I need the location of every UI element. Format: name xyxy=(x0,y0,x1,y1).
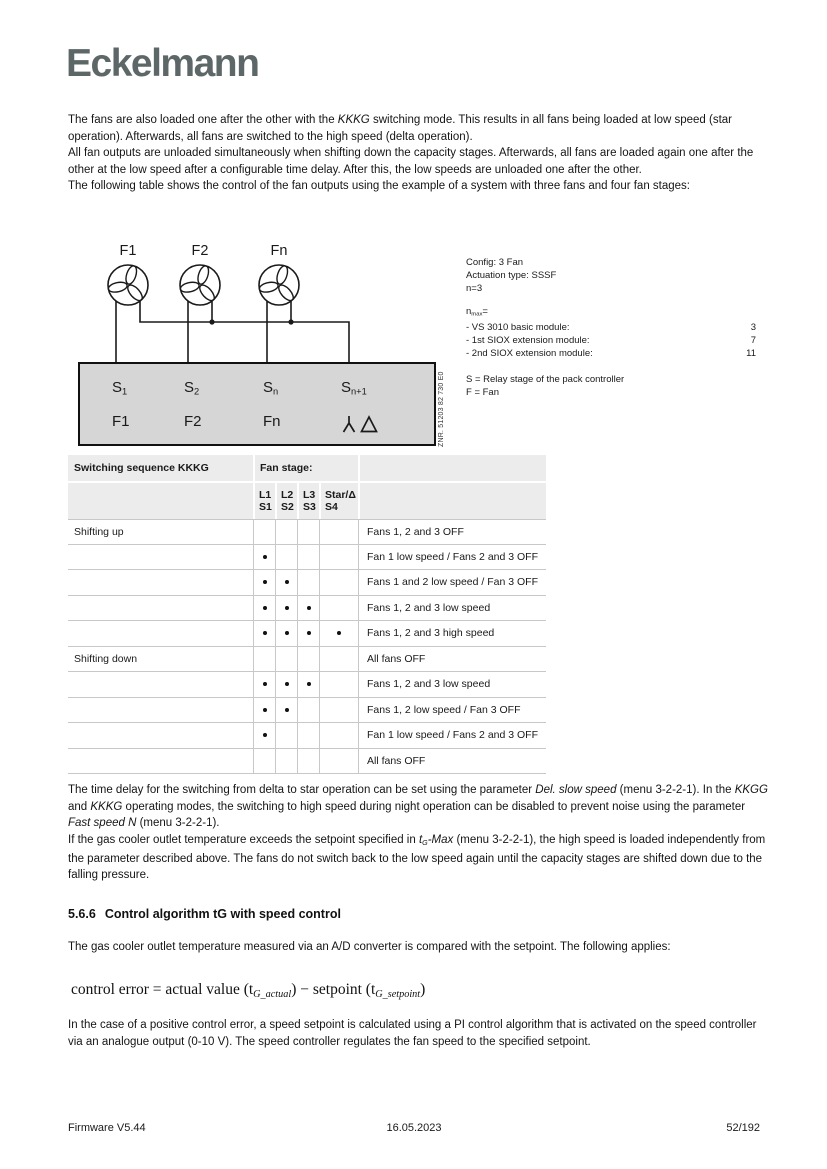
switching-phase-label xyxy=(68,621,253,646)
stage-active-dot xyxy=(285,631,289,635)
output-label-f2: F2 xyxy=(184,413,202,430)
module-list xyxy=(466,321,756,360)
stage-cell xyxy=(319,698,358,723)
drawing-number: ZNR. 51203 82 730 E0 xyxy=(438,371,445,447)
stage-cell xyxy=(319,723,358,748)
stage-cell xyxy=(297,749,319,774)
stage-cell xyxy=(275,621,297,646)
stage-cell xyxy=(253,520,275,544)
row-description: Fans 1, 2 and 3 OFF xyxy=(358,520,546,544)
section-heading xyxy=(68,907,341,921)
stage-cell xyxy=(275,749,297,774)
stage-cell xyxy=(297,672,319,697)
table-header-row-2 xyxy=(68,481,546,519)
config-line: Actuation type: SSSF xyxy=(466,270,557,281)
stage-cell xyxy=(297,647,319,672)
header-empty xyxy=(358,481,546,519)
stage-active-dot xyxy=(285,606,289,610)
fan-icon xyxy=(105,260,153,305)
terminal-s1: $S_1$ xyxy=(112,379,128,397)
stage-cell xyxy=(297,621,319,646)
stage-active-dot xyxy=(307,631,311,635)
stage-cell xyxy=(319,647,358,672)
table-row xyxy=(68,749,546,775)
switching-phase-label xyxy=(68,749,253,774)
row-description: Fans 1, 2 low speed / Fan 3 OFF xyxy=(358,698,546,723)
stage-active-dot xyxy=(307,682,311,686)
terminal-s2: $S_2$ xyxy=(184,379,200,397)
switching-phase-label xyxy=(68,596,253,621)
stage-cell xyxy=(253,672,275,697)
table-row xyxy=(68,647,546,673)
header-stage-l2s2: L2 S2 xyxy=(275,481,297,519)
star-delta-icon xyxy=(341,414,383,434)
footer-date: 16.05.2023 xyxy=(386,1122,442,1134)
table-row xyxy=(68,698,546,724)
stage-active-dot xyxy=(285,682,289,686)
terminal-sn1: $S_{n+1}$ xyxy=(341,379,367,397)
table-row xyxy=(68,621,546,647)
module-name: - 1st SIOX extension module: xyxy=(466,335,590,347)
table-body xyxy=(68,519,546,774)
switching-phase-label xyxy=(68,723,253,748)
switching-phase-label xyxy=(68,570,253,595)
output-label-fn: Fn xyxy=(263,413,281,430)
row-description: Fan 1 low speed / Fans 2 and 3 OFF xyxy=(358,723,546,748)
header-fan-stage: Fan stage: xyxy=(253,455,358,481)
stage-active-dot xyxy=(263,708,267,712)
terminal-sn: $S_n$ xyxy=(263,379,279,397)
stage-cell xyxy=(319,621,358,646)
header-stage-l1s1: L1 S1 xyxy=(253,481,275,519)
header-empty xyxy=(68,481,253,519)
switching-phase-label xyxy=(68,698,253,723)
header-switching-sequence: Switching sequence KKKG xyxy=(68,455,253,481)
stage-cell xyxy=(319,570,358,595)
module-max-count: 11 xyxy=(746,348,756,360)
switching-phase-label xyxy=(68,672,253,697)
table-header-row-1 xyxy=(68,455,546,481)
junction-dot xyxy=(209,319,214,324)
footer-firmware: Firmware V5.44 xyxy=(68,1122,146,1134)
stage-cell xyxy=(297,520,319,544)
fan-icon xyxy=(256,260,304,305)
stage-active-dot xyxy=(285,708,289,712)
stage-cell xyxy=(253,570,275,595)
header-empty xyxy=(358,455,546,481)
legend-line: S = Relay stage of the pack controller xyxy=(466,374,625,386)
module-max-count: 3 xyxy=(750,322,756,334)
stage-active-dot xyxy=(307,606,311,610)
stage-cell xyxy=(297,723,319,748)
stage-cell xyxy=(275,698,297,723)
stage-cell xyxy=(319,520,358,544)
stage-active-dot xyxy=(285,580,289,584)
stage-cell xyxy=(297,698,319,723)
table-row xyxy=(68,672,546,698)
stage-cell xyxy=(253,749,275,774)
row-description: Fans 1, 2 and 3 high speed xyxy=(358,621,546,646)
table-row xyxy=(68,723,546,749)
row-description: Fans 1 and 2 low speed / Fan 3 OFF xyxy=(358,570,546,595)
module-max-count: 7 xyxy=(750,335,756,347)
junction-dot xyxy=(288,319,293,324)
stage-cell xyxy=(297,545,319,570)
module-name: - VS 3010 basic module: xyxy=(466,322,570,334)
fan-label-f2: F2 xyxy=(191,243,209,259)
table-row xyxy=(68,596,546,622)
stage-cell xyxy=(319,749,358,774)
switching-phase-label xyxy=(68,545,253,570)
stage-cell xyxy=(253,647,275,672)
stage-active-dot xyxy=(337,631,341,635)
config-line: n=3 xyxy=(466,283,483,294)
nmax-label: $n_{max}=$ xyxy=(466,306,488,318)
pi-control-paragraph: In the case of a positive control error, a speed setpoint is calculated using a PI control algorithm that is activated on the speed controller via an analogue output (0-10 V). The speed controller regulates the fan speed to the specified setpoint. xyxy=(68,1019,757,1048)
section-title: Control algorithm tG with speed control xyxy=(104,907,341,921)
output-label-f1: F1 xyxy=(112,413,130,430)
stage-cell xyxy=(319,545,358,570)
switching-phase-label: Shifting down xyxy=(74,652,138,665)
page-footer xyxy=(68,1122,760,1134)
stage-cell xyxy=(253,698,275,723)
config-block xyxy=(466,256,756,399)
stage-active-dot xyxy=(263,580,267,584)
stage-cell xyxy=(275,520,297,544)
stage-active-dot xyxy=(263,682,267,686)
stage-cell xyxy=(275,545,297,570)
stage-cell xyxy=(275,723,297,748)
fan-label-f1: F1 xyxy=(119,243,137,259)
setpoint-paragraph: The gas cooler outlet temperature measured via an A/D converter is compared with the setpoint. The following applies: xyxy=(68,941,671,953)
fan-icon xyxy=(177,260,225,305)
fan-label-fn: Fn xyxy=(270,243,288,259)
stage-active-dot xyxy=(263,631,267,635)
table-row xyxy=(68,519,546,545)
stage-cell xyxy=(319,596,358,621)
stage-cell xyxy=(253,596,275,621)
stage-cell xyxy=(253,723,275,748)
stage-cell xyxy=(253,545,275,570)
row-description: Fans 1, 2 and 3 low speed xyxy=(358,672,546,697)
delay-paragraph: The time delay for the switching from delta to star operation can be set using the parameter Del. slow speed (menu 3-2-2-1). In the KKGG and KKKG operating modes, the switching to high speed during night operation can be disabled to prevent noise using the parameter Fast speed N (menu 3-2-2-1). If the gas cooler outlet temperature exceeds the setpoint specified in $t_G$-Max (menu 3-2-2-1), the high speed is loaded independently from the parameter described above. The fans do not switch back to the low speed again until the capacity stages are shifted down due to the falling pressure. xyxy=(68,784,768,882)
table-row xyxy=(68,545,546,571)
header-stage-star-s4: Star/Δ S4 xyxy=(319,481,358,519)
stage-cell xyxy=(253,621,275,646)
control-error-formula: control error = actual value $(t_{G\_actual})$ − setpoint $(t_{G\_setpoint})$ xyxy=(71,981,426,1000)
stage-active-dot xyxy=(263,733,267,737)
footer-page-number: 52/192 xyxy=(726,1122,761,1134)
row-description: Fan 1 low speed / Fans 2 and 3 OFF xyxy=(358,545,546,570)
intro-paragraph: The fans are also loaded one after the other with the KKKG switching mode. This results in all fans being loaded at low speed (star operation). Afterwards, all fans are switched to the high speed (delta operation). All fan outputs are unloaded simultaneously when shifting down the capacity stages. Afterwards, all fans are loaded again one after the other at the low speed after a configurable time delay. After this, the low speeds are unloaded one after the other. The following table shows the control of the fan outputs using the example of a system with three fans and four fan stages: xyxy=(68,114,754,192)
stage-cell xyxy=(297,596,319,621)
config-line: Config: 3 Fan xyxy=(466,257,524,268)
row-description: All fans OFF xyxy=(358,647,546,672)
stage-active-dot xyxy=(263,606,267,610)
legend-line: F = Fan xyxy=(466,387,499,399)
stage-cell xyxy=(275,647,297,672)
header-stage-l3s3: L3 S3 xyxy=(297,481,319,519)
module-row xyxy=(466,347,756,360)
stage-cell xyxy=(297,570,319,595)
module-row xyxy=(466,321,756,334)
row-description: Fans 1, 2 and 3 low speed xyxy=(358,596,546,621)
stage-cell xyxy=(275,672,297,697)
table-row xyxy=(68,570,546,596)
row-description: All fans OFF xyxy=(358,749,546,774)
stage-active-dot xyxy=(263,555,267,559)
section-number: 5.6.6 xyxy=(68,907,96,921)
module-name: - 2nd SIOX extension module: xyxy=(466,348,593,360)
switching-phase-label: Shifting up xyxy=(74,525,124,538)
switching-sequence-table xyxy=(68,455,546,774)
stage-cell xyxy=(275,570,297,595)
module-row xyxy=(466,334,756,347)
company-logo: Eckelmann xyxy=(66,42,259,85)
stage-cell xyxy=(275,596,297,621)
stage-cell xyxy=(319,672,358,697)
